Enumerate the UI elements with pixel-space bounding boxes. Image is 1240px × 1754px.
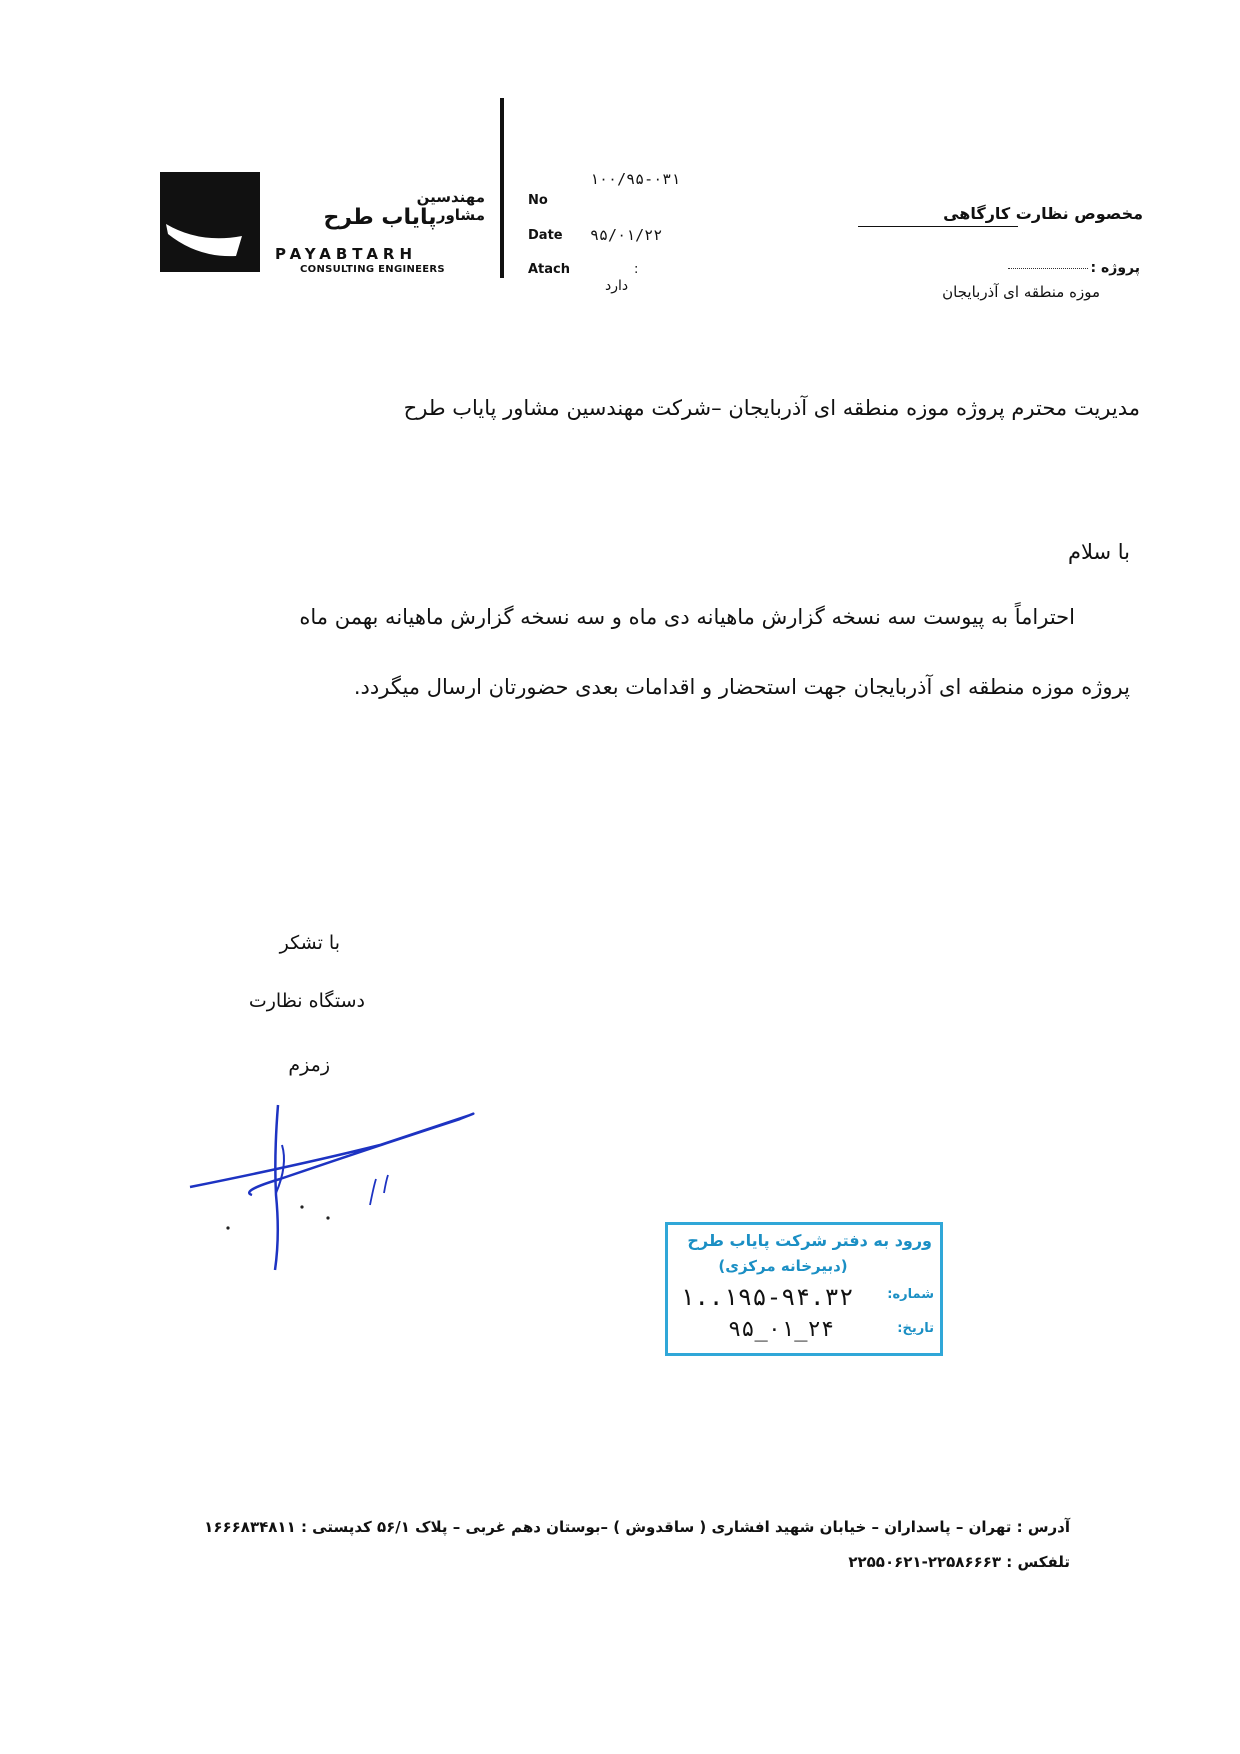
logo-name-fa: پایاب طرح (323, 205, 437, 230)
project-dots (1008, 258, 1088, 269)
department: دستگاه نظارت (248, 990, 365, 1012)
atach-value: دارد (605, 278, 629, 294)
stamp-date-label: تاریخ: (897, 1321, 934, 1336)
paragraph-line-2: پروژه موزه منطقه ای آذربایجان جهت استحضار و اقدامات بعدی حضورتان ارسال میگردد. (353, 675, 1130, 699)
footer-phone: تلفکس : ۲۲۵۸۶۶۶۳-۲۲۵۵۰۶۲۱ (848, 1553, 1070, 1571)
project-label: پروژه : (1090, 260, 1140, 276)
date-label: Date (528, 228, 563, 243)
received-stamp (665, 1222, 943, 1356)
footer-address: آدرس : تهران – پاسداران – خیابان شهید افشاری ( ساقدوش ) –بوستان دهم غربی – پلاک ۵۶/۱ کدپستی : ۱۶۶۶۸۳۴۸۱۱ (204, 1518, 1070, 1536)
closing: با تشکر (279, 932, 340, 954)
special-underline (858, 226, 1018, 227)
atach-colon: : (634, 262, 639, 277)
greeting: با سلام (1067, 540, 1130, 564)
logo-title-small: مهندسین مشاور (416, 188, 485, 224)
paragraph-line-1: احتراماً به پیوست سه نسخه گزارش ماهیانه دی ماه و سه نسخه گزارش ماهیانه بهمن ماه (299, 605, 1075, 629)
signer-name: زمزم (288, 1054, 330, 1076)
stamp-subtitle: (دبیرخانه مرکزی) (718, 1257, 848, 1275)
signature-icon (180, 1075, 540, 1275)
logo-mark-icon (160, 172, 260, 272)
recipient-line: مدیریت محترم پروژه موزه منطقه ای آذربایجان –شرکت مهندسین مشاور پایاب طرح (403, 396, 1140, 420)
special-heading: مخصوص نظارت کارگاهی (943, 204, 1143, 223)
stamp-title: ورود به دفتر شرکت پایاب طرح (687, 1231, 932, 1250)
atach-label: Atach (528, 262, 571, 277)
header-divider (500, 98, 504, 278)
stamp-date-value: ۹۵_۰۱_۲۴ (728, 1317, 834, 1342)
letter-number: ۱۰۰/۹۵-۰۳۱ (590, 170, 681, 188)
stamp-number-label: شماره: (887, 1287, 934, 1302)
letter-date: ۹۵/۰۱/۲۲ (590, 226, 663, 244)
stamp-number-value: ۱..۱۹۵-۹۴.۳۲ (680, 1283, 854, 1311)
logo-subtitle-en: CONSULTING ENGINEERS (300, 264, 445, 275)
logo-name-en: PAYABTARH (275, 245, 418, 263)
project-name: موزه منطقه ای آذربایجان (942, 283, 1100, 301)
no-label: No (528, 193, 548, 208)
